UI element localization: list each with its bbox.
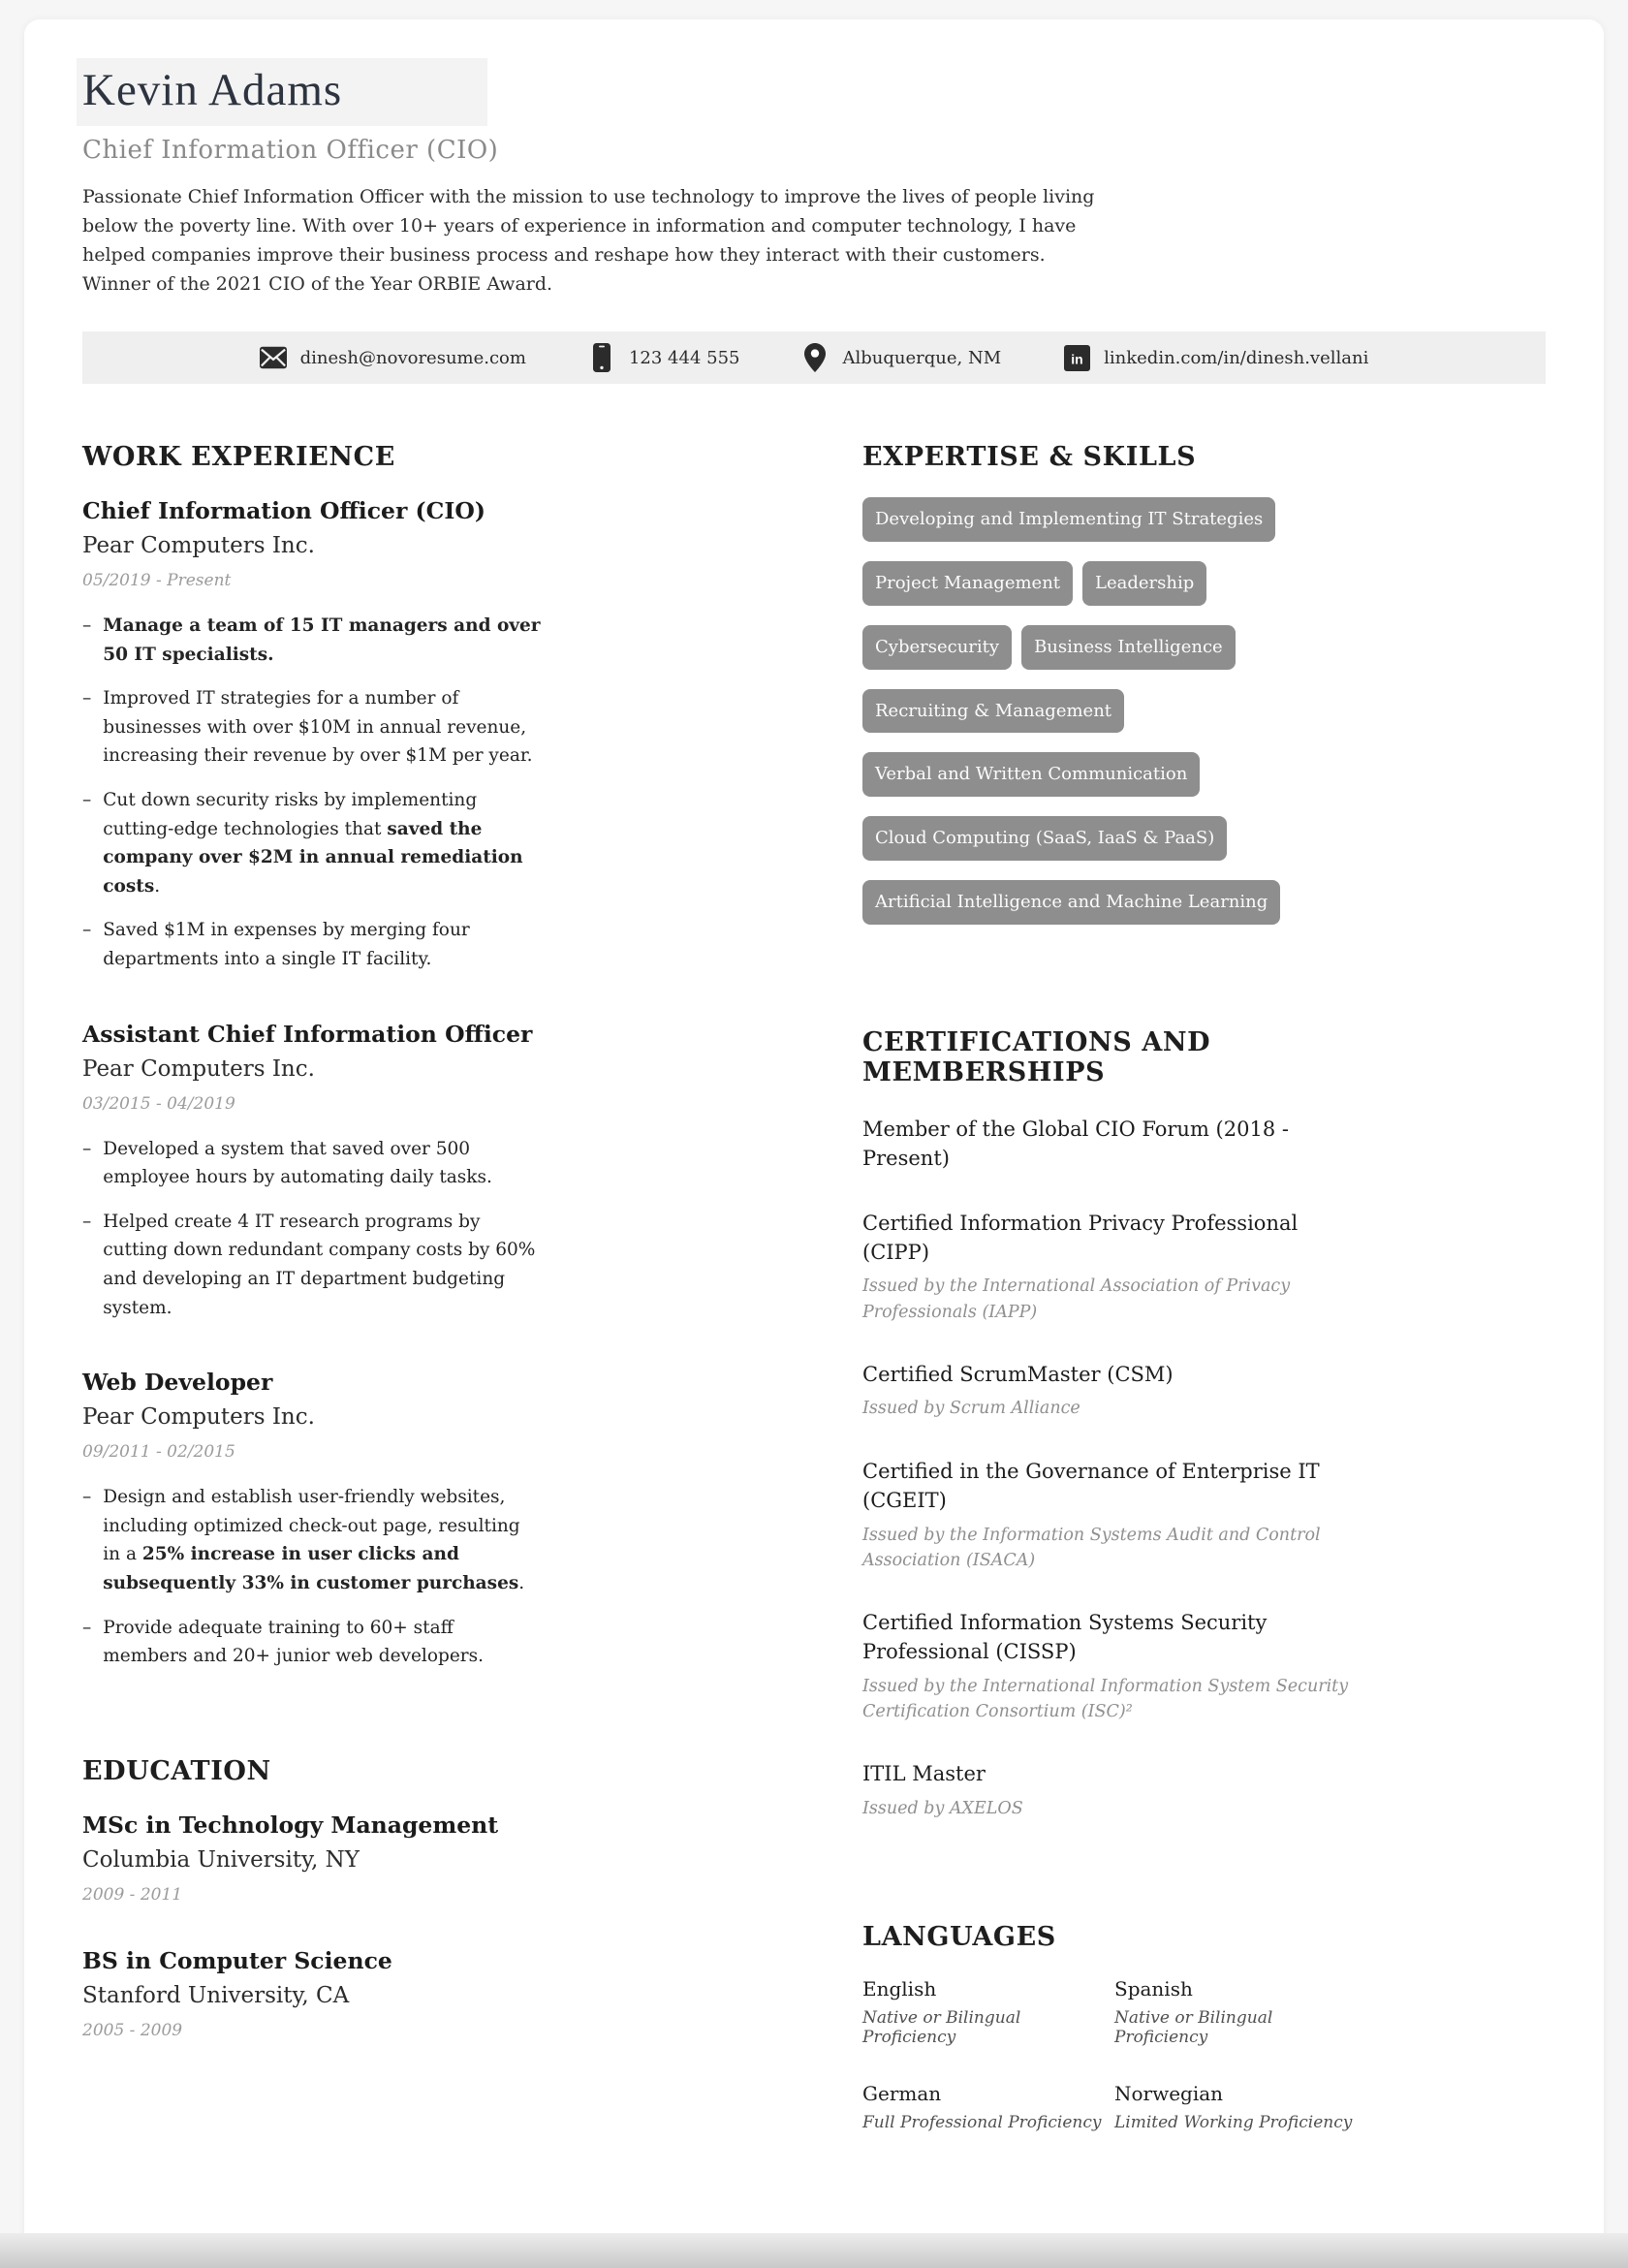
job-bullet-list <box>82 1135 543 1323</box>
language-name: Spanish <box>1114 1977 1193 2001</box>
location-pin-icon <box>801 344 829 371</box>
certifications-section <box>862 1027 1357 1821</box>
job-bullet <box>82 1614 543 1671</box>
bullet-text: Helped create 4 IT research programs by cutting down redundant company costs by 60% and developing an IT department budgeting system. <box>103 1211 536 1318</box>
education-section <box>82 1756 543 2040</box>
certification-title: Member of the Global CIO Forum (2018 - Present) <box>862 1117 1289 1171</box>
svg-text:in: in <box>1070 351 1083 367</box>
languages-section <box>862 1922 1357 2132</box>
header-block <box>82 58 1546 299</box>
job-list <box>82 497 543 1671</box>
education-entry <box>82 1947 543 2040</box>
job-title: Assistant Chief Information Officer <box>82 1020 533 1048</box>
education-degree: BS in Computer Science <box>82 1946 392 1974</box>
skill-tag: Artificial Intelligence and Machine Learning <box>862 880 1280 925</box>
contact-item <box>1063 344 1368 371</box>
education-dates: 2005 - 2009 <box>82 2020 183 2040</box>
language-name: German <box>862 2082 942 2106</box>
language-grid <box>862 1977 1357 2132</box>
left-column <box>82 442 543 2132</box>
language-entry <box>1114 2082 1357 2132</box>
job-company: Pear Computers Inc. <box>82 1404 315 1431</box>
language-entry <box>862 2082 1105 2132</box>
certification-title: Certified Information Systems Security Professional (CISSP) <box>862 1611 1268 1664</box>
skill-tag: Business Intelligence <box>1021 625 1236 670</box>
job-dates: 03/2015 - 04/2019 <box>82 1093 235 1114</box>
certification-issuer: Issued by Scrum Alliance <box>862 1399 1080 1419</box>
language-proficiency: Native or Bilingual Proficiency <box>1114 2008 1273 2048</box>
bullet-dash: – <box>82 790 92 811</box>
language-proficiency: Native or Bilingual Proficiency <box>862 2008 1021 2048</box>
language-name: English <box>862 1977 937 2001</box>
skill-tag: Recruiting & Management <box>862 689 1124 734</box>
skill-tag: Leadership <box>1082 561 1206 606</box>
language-entry <box>862 1977 1105 2047</box>
skill-tag: Project Management <box>862 561 1073 606</box>
skill-tag: Cloud Computing (SaaS, IaaS & PaaS) <box>862 816 1227 861</box>
contact-text: 123 444 555 <box>628 347 740 368</box>
education-list <box>82 1811 543 2040</box>
bullet-text: Improved IT strategies for a number of businesses with over $10M in annual revenue, increasing their revenue by over $1M per year. <box>103 688 533 767</box>
contact-text: linkedin.com/in/dinesh.vellani <box>1104 347 1369 368</box>
job-dates: 05/2019 - Present <box>82 571 232 591</box>
contact-text: dinesh@novoresume.com <box>299 347 526 368</box>
contact-text: Albuquerque, NM <box>842 347 1002 368</box>
email-icon <box>260 344 287 371</box>
skills-heading: EXPERTISE & SKILLS <box>862 442 1197 473</box>
phone-icon <box>588 344 615 371</box>
bullet-text: Cut down security risks by implementing cutting-edge technologies that saved the company over $2M in annual remediation costs. <box>103 790 523 897</box>
person-job-title: Chief Information Officer (CIO) <box>82 136 499 166</box>
work-experience-heading: WORK EXPERIENCE <box>82 442 395 473</box>
education-entry <box>82 1811 543 1905</box>
contact-bar <box>82 331 1546 384</box>
job-bullet <box>82 684 543 771</box>
bullet-dash: – <box>82 1211 92 1232</box>
summary-paragraph: Passionate Chief Information Officer with the mission to use technology to improve the lives of people living below the poverty line. With over 10+ years of experience in information and computer technology, I have helped companies improve their business process and reshape how they interact with their customers. Winner of the 2021 CIO of the Year ORBIE Award. <box>82 186 1095 296</box>
education-heading: EDUCATION <box>82 1755 271 1786</box>
education-dates: 2009 - 2011 <box>82 1884 183 1905</box>
bullet-text: Saved $1M in expenses by merging four departments into a single IT facility. <box>103 920 470 970</box>
certification-entry <box>862 1360 1357 1422</box>
certification-issuer: Issued by the International Association of Privacy Professionals (IAPP) <box>862 1276 1291 1322</box>
language-name: Norwegian <box>1114 2082 1224 2106</box>
person-name: Kevin Adams <box>77 58 487 126</box>
job-bullet <box>82 612 543 669</box>
skill-tag: Cybersecurity <box>862 625 1012 670</box>
job-company: Pear Computers Inc. <box>82 1055 315 1082</box>
job-entry <box>82 1021 543 1323</box>
language-entry <box>1114 1977 1357 2047</box>
skill-tag-list <box>862 497 1357 925</box>
skill-tag: Verbal and Written Communication <box>862 752 1200 797</box>
contact-item <box>588 344 740 371</box>
certification-issuer: Issued by the Information Systems Audit and Control Association (ISACA) <box>862 1525 1321 1570</box>
column-gap <box>543 442 862 2132</box>
job-entry <box>82 497 543 974</box>
bullet-text: Design and establish user-friendly websites, including optimized check-out page, resulting in a 25% increase in user clicks and subsequently 33% in customer purchases. <box>103 1487 525 1593</box>
linkedin-icon <box>1063 344 1090 371</box>
language-proficiency: Limited Working Proficiency <box>1114 2113 1353 2133</box>
languages-heading: LANGUAGES <box>862 1922 1056 1953</box>
certification-entry <box>862 1457 1357 1573</box>
certification-issuer: Issued by AXELOS <box>862 1798 1023 1818</box>
bullet-dash: – <box>82 1487 92 1508</box>
job-bullet <box>82 786 543 900</box>
certification-list <box>862 1115 1357 1821</box>
certification-issuer: Issued by the International Information System Security Certification Consortium (ISC)² <box>862 1676 1349 1722</box>
page-bottom-shadow <box>0 2233 1628 2268</box>
job-bullet <box>82 1135 543 1192</box>
job-bullet-list <box>82 612 543 974</box>
job-bullet <box>82 1483 543 1597</box>
education-school: Columbia University, NY <box>82 1846 360 1873</box>
skill-tag: Developing and Implementing IT Strategies <box>862 497 1275 542</box>
job-dates: 09/2011 - 02/2015 <box>82 1442 235 1463</box>
job-entry <box>82 1369 543 1671</box>
job-bullet <box>82 1208 543 1322</box>
language-proficiency: Full Professional Proficiency <box>862 2113 1102 2133</box>
bullet-text: Provide adequate training to 60+ staff members and 20+ junior web developers. <box>103 1617 484 1667</box>
bullet-dash: – <box>82 688 92 709</box>
certifications-heading: CERTIFICATIONS AND MEMBERSHIPS <box>862 1026 1211 1087</box>
bullet-dash: – <box>82 1138 92 1159</box>
bullet-dash: – <box>82 1617 92 1638</box>
bullet-dash: – <box>82 615 92 637</box>
certification-title: Certified Information Privacy Professional (CIPP) <box>862 1211 1299 1264</box>
bullet-text: Developed a system that saved over 500 employee hours by automating daily tasks. <box>103 1138 492 1188</box>
job-title: Chief Information Officer (CIO) <box>82 497 485 525</box>
certification-entry <box>862 1115 1357 1174</box>
bullet-text: Manage a team of 15 IT managers and over 50 IT specialists. <box>103 615 541 665</box>
two-column-body <box>82 442 1546 2132</box>
education-degree: MSc in Technology Management <box>82 1811 499 1839</box>
resume-page <box>24 19 1604 2249</box>
contact-item <box>801 344 1001 371</box>
job-bullet <box>82 916 543 973</box>
job-title: Web Developer <box>82 1369 273 1397</box>
certification-title: Certified in the Governance of Enterprise IT (CGEIT) <box>862 1459 1320 1513</box>
bullet-dash: – <box>82 920 92 941</box>
certification-title: Certified ScrumMaster (CSM) <box>862 1362 1174 1386</box>
education-school: Stanford University, CA <box>82 1982 350 2008</box>
job-company: Pear Computers Inc. <box>82 533 315 559</box>
certification-entry <box>862 1209 1357 1325</box>
right-column <box>862 442 1357 2132</box>
certification-entry <box>862 1759 1357 1821</box>
certification-entry <box>862 1608 1357 1724</box>
certification-title: ITIL Master <box>862 1762 986 1786</box>
contact-item <box>260 344 526 371</box>
job-bullet-list <box>82 1483 543 1671</box>
